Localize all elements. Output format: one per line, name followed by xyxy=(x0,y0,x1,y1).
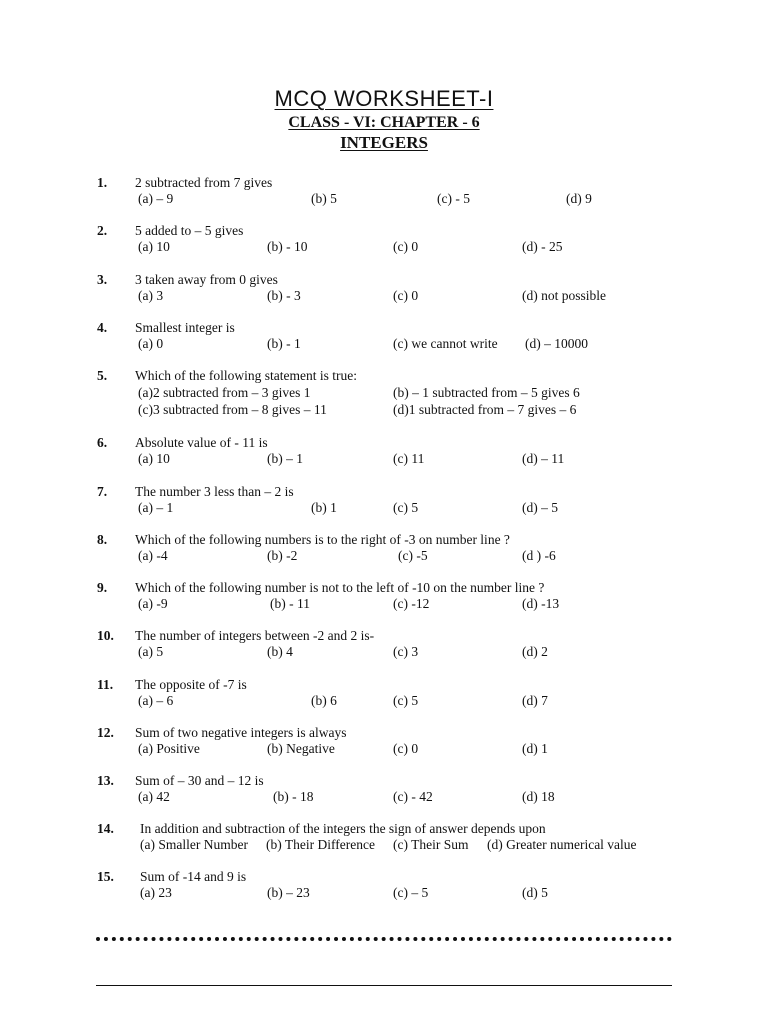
option-c: (c) -12 xyxy=(393,596,430,611)
question-text: Which of the following number is not to the left of -10 on the number line ? xyxy=(135,580,545,595)
option-b: (b) - 10 xyxy=(267,239,308,254)
question-text: Which of the following numbers is to the right of -3 on number line ? xyxy=(135,532,510,547)
option-b: (b) - 18 xyxy=(273,789,314,804)
option-a: (a) 3 xyxy=(138,288,164,303)
option-d: (d) not possible xyxy=(522,288,606,303)
option-d: (d) – 11 xyxy=(522,451,565,466)
question-number: 9. xyxy=(97,580,108,595)
question-number: 12. xyxy=(97,725,114,740)
option-c: (c) 0 xyxy=(393,288,419,303)
option-b: (b) Negative xyxy=(267,741,335,756)
worksheet-topic: INTEGERS xyxy=(340,133,428,152)
option-a: (a) Smaller Number xyxy=(140,837,248,852)
option-b: (b) Their Difference xyxy=(266,837,375,852)
option-b: (b) - 11 xyxy=(270,596,310,611)
option-c: (c) Their Sum xyxy=(393,837,469,852)
option-b: (b) – 1 xyxy=(267,451,303,466)
option-c: (c) we cannot write xyxy=(393,336,498,351)
option-d: (d) 9 xyxy=(566,191,592,206)
option-a: (a) 10 xyxy=(138,451,170,466)
option-c: (c) 0 xyxy=(393,741,419,756)
option-b: (b) -2 xyxy=(267,548,298,563)
option-a: (a) – 6 xyxy=(138,693,174,708)
option-b: (b) - 3 xyxy=(267,288,301,303)
question-number: 1. xyxy=(97,175,108,190)
option-b: (b) – 23 xyxy=(267,885,310,900)
option-b: (b) 4 xyxy=(267,644,293,659)
option-a: (a) 23 xyxy=(140,885,172,900)
question-text: Absolute value of - 11 is xyxy=(135,435,268,450)
option-b: (b) - 1 xyxy=(267,336,301,351)
option-b: (b) 5 xyxy=(311,191,337,206)
question-number: 7. xyxy=(97,484,108,499)
option-c: (c) - 42 xyxy=(393,789,433,804)
question-number: 15. xyxy=(97,869,114,884)
option-b: (b) 6 xyxy=(311,693,337,708)
solid-separator xyxy=(96,985,672,986)
option-a: (a) 10 xyxy=(138,239,170,254)
question-number: 11. xyxy=(97,677,114,692)
option-c: (c) - 5 xyxy=(437,191,470,206)
option-d: (d) – 10000 xyxy=(525,336,588,351)
option-c: (c) 0 xyxy=(393,239,419,254)
option-d: (d) 5 xyxy=(522,885,548,900)
dotted-separator xyxy=(96,937,672,947)
option-c: (c) 5 xyxy=(393,500,419,515)
question-text: 2 subtracted from 7 gives xyxy=(135,175,273,190)
question-text: Which of the following statement is true: xyxy=(135,368,357,383)
question-text: Sum of two negative integers is always xyxy=(135,725,347,740)
option-d: (d) 7 xyxy=(522,693,548,708)
option-a: (a) 42 xyxy=(138,789,170,804)
option-c: (c)3 subtracted from – 8 gives – 11 xyxy=(138,402,327,417)
question-text: The number 3 less than – 2 is xyxy=(135,484,294,499)
option-d: (d) 1 xyxy=(522,741,548,756)
option-a: (a) – 9 xyxy=(138,191,174,206)
question-number: 13. xyxy=(97,773,114,788)
option-b: (b) 1 xyxy=(311,500,337,515)
question-text: Smallest integer is xyxy=(135,320,235,335)
question-number: 2. xyxy=(97,223,108,238)
option-a: (a) – 1 xyxy=(138,500,174,515)
option-d: (d) 18 xyxy=(522,789,555,804)
question-text: 5 added to – 5 gives xyxy=(135,223,244,238)
option-d: (d) – 5 xyxy=(522,500,558,515)
option-a: (a)2 subtracted from – 3 gives 1 xyxy=(138,385,311,400)
question-text: In addition and subtraction of the integers the sign of answer depends upon xyxy=(140,821,546,836)
question-text: The number of integers between -2 and 2 is- xyxy=(135,628,375,643)
option-a: (a) 5 xyxy=(138,644,164,659)
question-text: The opposite of -7 is xyxy=(135,677,247,692)
option-c: (c) -5 xyxy=(398,548,428,563)
question-number: 6. xyxy=(97,435,108,450)
option-c: (c) – 5 xyxy=(393,885,429,900)
question-text: 3 taken away from 0 gives xyxy=(135,272,278,287)
question-number: 10. xyxy=(97,628,114,643)
worksheet-title: MCQ WORKSHEET-I xyxy=(274,86,494,111)
option-b: (b) – 1 subtracted from – 5 gives 6 xyxy=(393,385,580,400)
question-number: 3. xyxy=(97,272,108,287)
option-a: (a) 0 xyxy=(138,336,164,351)
option-d: (d) Greater numerical value xyxy=(487,837,637,852)
question-text: Sum of – 30 and – 12 is xyxy=(135,773,264,788)
option-d: (d) - 25 xyxy=(522,239,563,254)
option-c: (c) 3 xyxy=(393,644,419,659)
question-number: 8. xyxy=(97,532,108,547)
option-d: (d) 2 xyxy=(522,644,548,659)
question-number: 5. xyxy=(97,368,108,383)
option-c: (c) 5 xyxy=(393,693,419,708)
question-number: 4. xyxy=(97,320,108,335)
option-a: (a) -4 xyxy=(138,548,168,563)
option-d: (d) -13 xyxy=(522,596,560,611)
option-a: (a) -9 xyxy=(138,596,168,611)
option-c: (c) 11 xyxy=(393,451,425,466)
option-d: (d)1 subtracted from – 7 gives – 6 xyxy=(393,402,577,417)
question-number: 14. xyxy=(97,821,114,836)
question-text: Sum of -14 and 9 is xyxy=(140,869,247,884)
worksheet-subtitle: CLASS - VI: CHAPTER - 6 xyxy=(288,114,480,131)
option-d: (d ) -6 xyxy=(522,548,556,563)
option-a: (a) Positive xyxy=(138,741,200,756)
